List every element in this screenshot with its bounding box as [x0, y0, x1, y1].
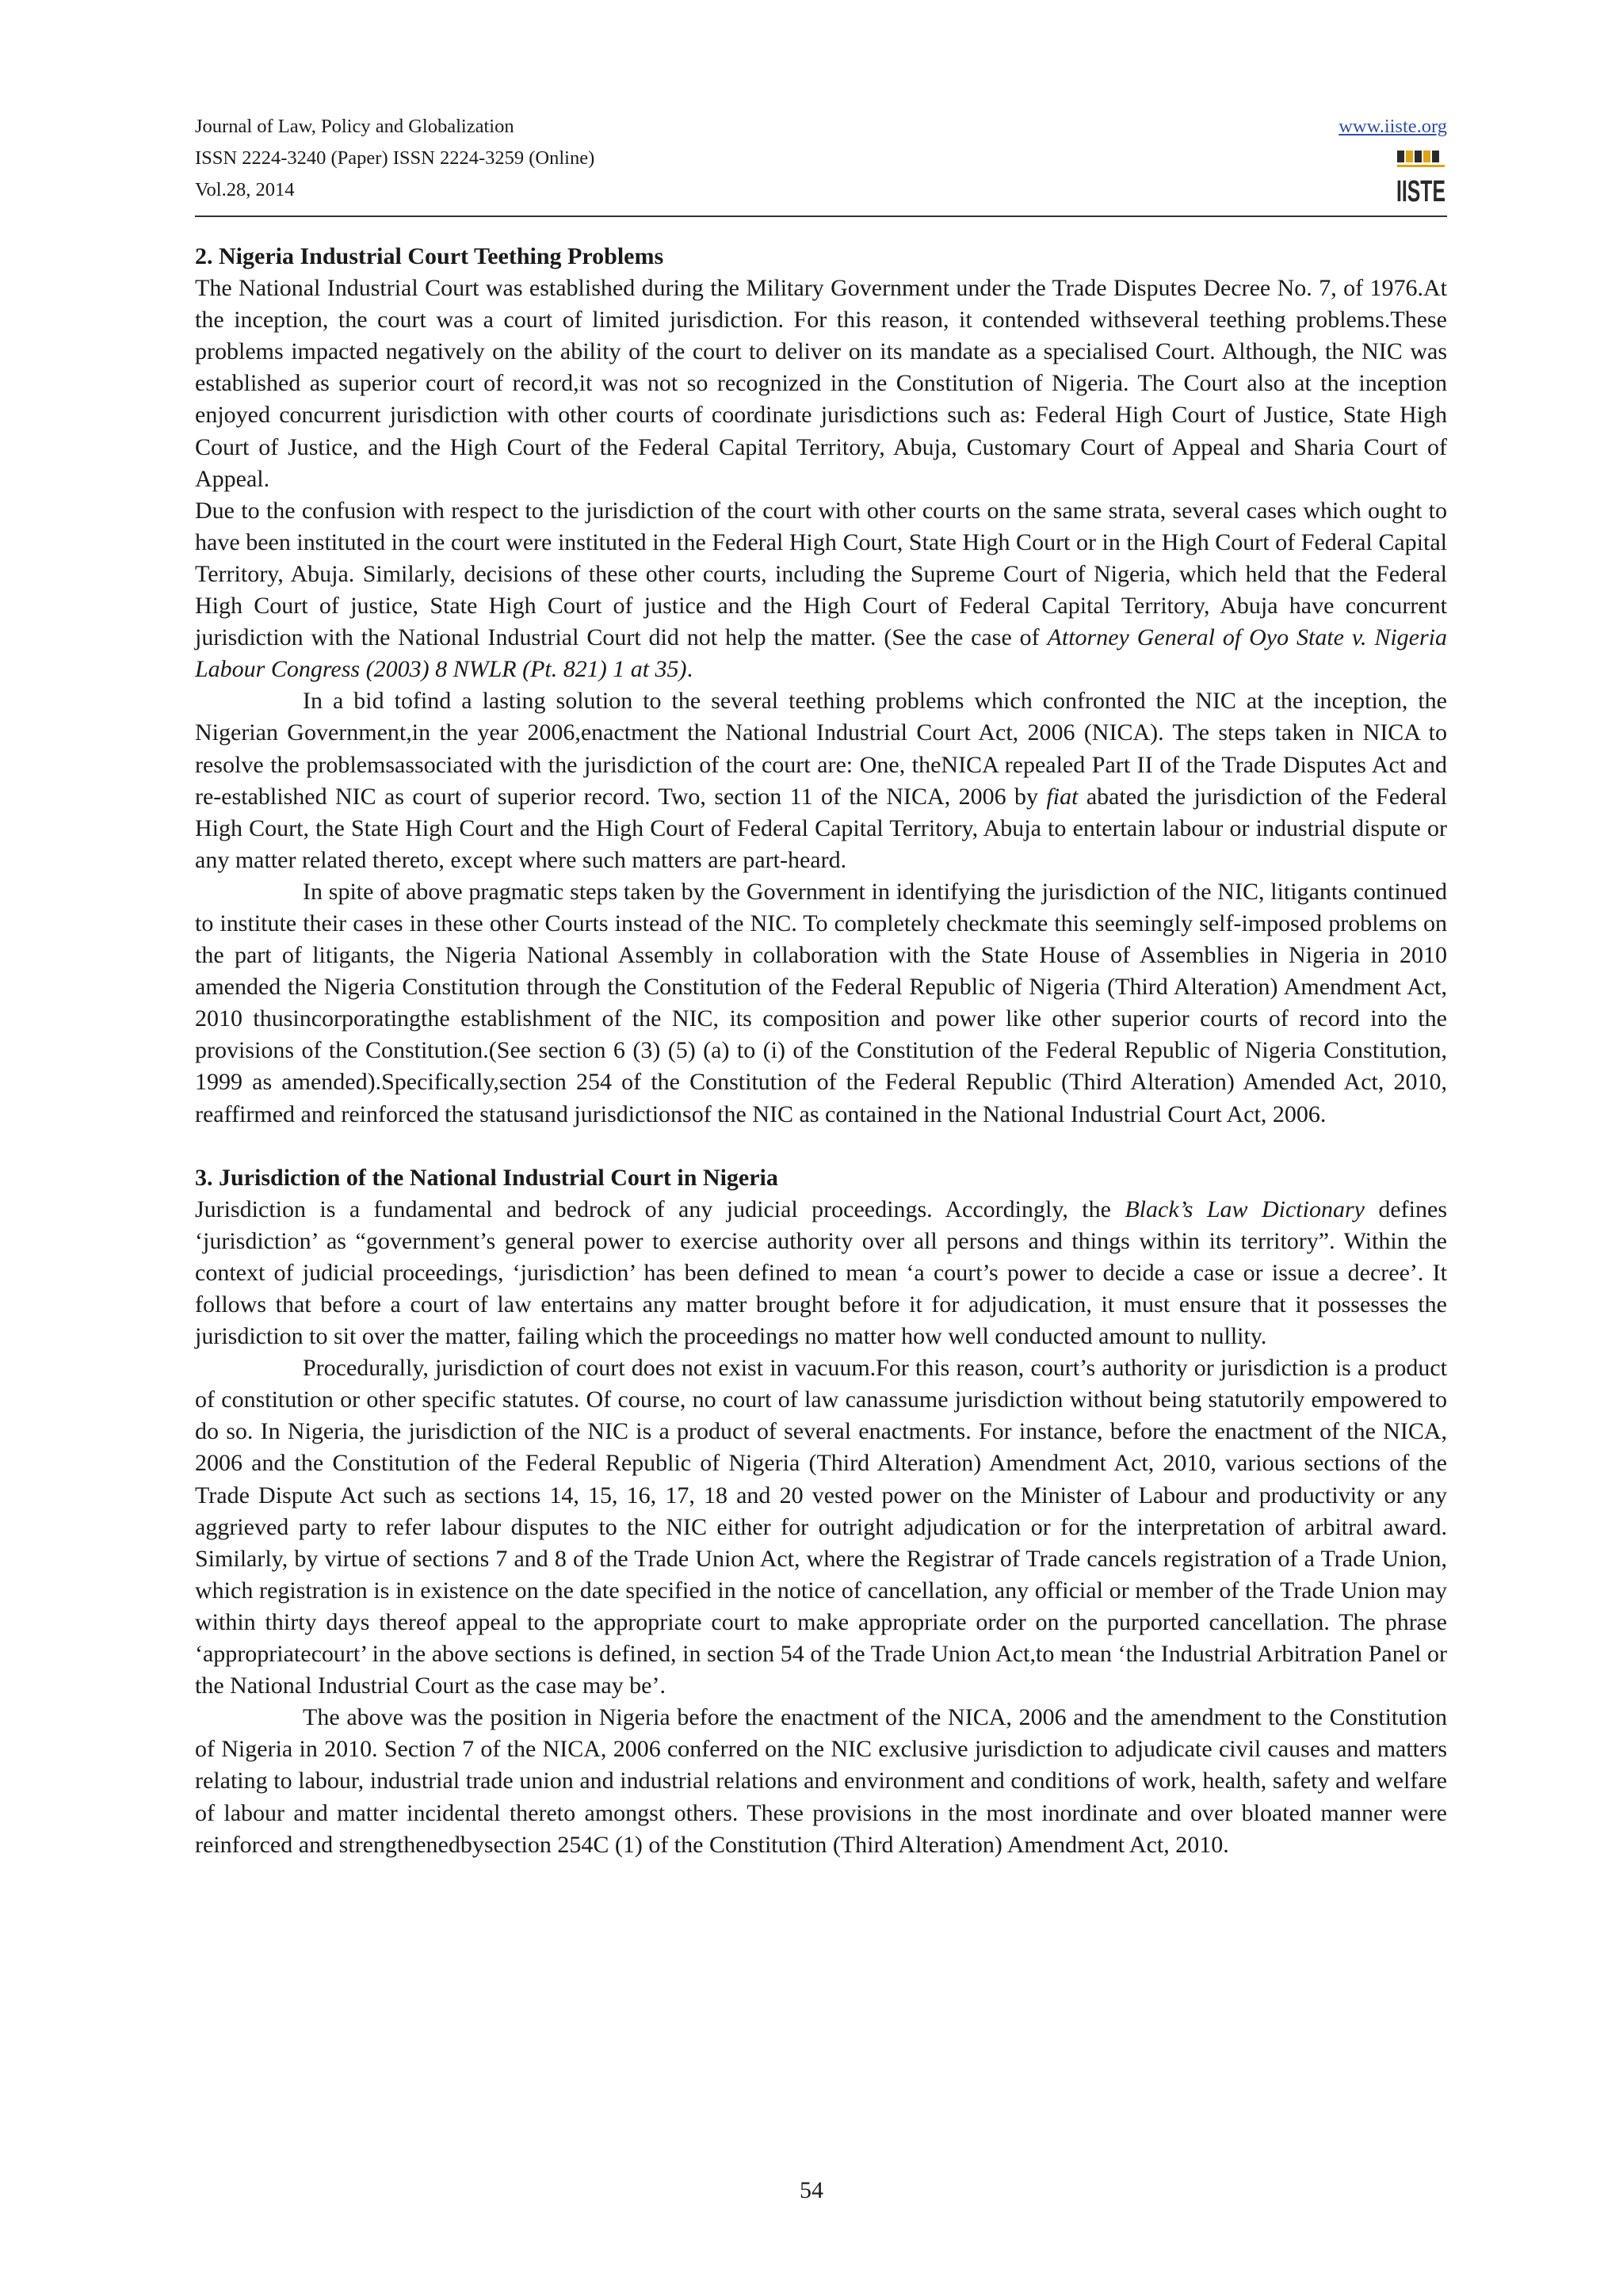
- section-2-paragraph-4: In spite of above pragmatic steps taken by the Government in identifying the jurisdiction of the NIC, litigants continued to institute their cases in these other Courts instead of the NIC. To completely checkmate this seemingly self-imposed problems on the part of litigants, the Nigeria National Assembly in collaboration with the State House of Assemblies in Nigeria in 2010 amended the Nigeria Constitution through the Constitution of the Federal Republic of Nigeria (Third Alteration) Amendment Act, 2010 thusincorporatingthe establishment of the NIC, its composition and power like other superior courts of record into the provisions of the Constitution.(See section 6 (3) (5) (a) to (i) of the Constitution of the Federal Republic of Nigeria Constitution, 1999 as amended).Specifically,section 254 of the Constitution of the Federal Republic (Third Alteration) Amended Act, 2010, reaffirmed and reinforced the statusand jurisdictionsof the NIC as contained in the National Industrial Court Act, 2006.: [195, 878, 1447, 1127]
- book-title: Black’s Law Dictionary: [1125, 1196, 1365, 1222]
- iiste-logo: [1395, 149, 1447, 206]
- latin-term: fiat: [1046, 783, 1079, 810]
- case-citation: Attorney General of Oyo State v. Nigeria Labour Congress (2003) 8 NWLR (Pt. 821) 1 at 35): [195, 624, 1448, 683]
- page-header: [195, 111, 1447, 211]
- svg-text:IISTE: IISTE: [1396, 175, 1445, 208]
- journal-url-link[interactable]: www.iiste.org: [1338, 116, 1447, 137]
- section-3-paragraph-2: Procedurally, jurisdiction of court does not exist in vacuum.For this reason, court’s authority or jurisdiction is a product of constitution or other specific statutes. Of course, no court of law canassume jurisdiction without being statutorily empowered to do so. In Nigeria, the jurisdiction of the NIC is a product of several enactments. For instance, before the enactment of the NICA, 2006 and the Constitution of the Federal Republic of Nigeria (Third Alteration) Amendment Act, 2010, various sections of the Trade Dispute Act such as sections 14, 15, 16, 17, 18 and 20 vested power on the Minister of Labour and productivity or any aggrieved party to refer labour disputes to the NIC either for outright adjudication or for the interpretation of arbitral award. Similarly, by virtue of sections 7 and 8 of the Trade Union Act, where the Registrar of Trade cancels registration of a Trade Union, which registration is in existence on the date specified in the notice of cancellation, any official or member of the Trade Union may within thirty days thereof appeal to the appropriate court to make appropriate order on the purported cancellation. The phrase ‘appropriatecourt’ in the above sections is defined, in section 54 of the Trade Union Act,to mean ‘the Industrial Arbitration Panel or the National Industrial Court as the case may be’.: [195, 1355, 1447, 1699]
- section-3-paragraph-1: [195, 1194, 1447, 1352]
- header-rule: [195, 215, 1447, 217]
- section-3-heading: 3. Jurisdiction of the National Industrial Court in Nigeria: [195, 1164, 778, 1191]
- article-body: [195, 241, 1447, 1861]
- paragraph-text: Due to the confusion with respect to the jurisdiction of the court with other courts on the same strata, several cases which ought to have been instituted in the court were instituted in the Federal High Court, State High Court or in the High Court of Federal Capital Territory, Abuja. Similarly, decisions of these other courts, including the Supreme Court of Nigeria, which held that the Federal High Court of justice, State High Court of justice and the High Court of Federal Capital Territory, Abuja have concurrent jurisdiction with the National Industrial Court did not help the matter. (See the case of: [195, 497, 1447, 651]
- section-gap: [195, 1131, 1447, 1162]
- paragraph-text: .: [686, 656, 693, 683]
- issn-line: ISSN 2224-3240 (Paper) ISSN 2224-3259 (Online): [195, 147, 595, 169]
- section-2-paragraph-1: The National Industrial Court was established during the Military Government under the Trade Disputes Decree No. 7, of 1976.At the inception, the court was a court of limited jurisdiction. For this reason, it contended withseveral teething problems.These problems impacted negatively on the ability of the court to deliver on its mandate as a specialised Court. Although, the NIC was established as superior court of record,it was not so recognized in the Constitution of Nigeria. The Court also at the inception enjoyed concurrent jurisdiction with other courts of coordinate jurisdictions such as: Federal High Court of Justice, State High Court of Justice, and the High Court of the Federal Capital Territory, Abuja, Customary Court of Appeal and Sharia Court of Appeal.: [195, 275, 1447, 492]
- journal-title: Journal of Law, Policy and Globalization: [195, 116, 514, 137]
- volume-line: Vol.28, 2014: [195, 179, 295, 200]
- paragraph-text: abated the jurisdiction of the Federal High Court, the State High Court and the High Court of Federal Capital Territory, Abuja to entertain labour or industrial dispute or any matter related thereto, except where such matters are part-heard.: [195, 783, 1447, 873]
- paragraph-text: In a bid tofind a lasting solution to the several teething problems which confronted the NIC at the inception, the Nigerian Government,in the year 2006,enactment the National Industrial Court Act, 2006 (NICA). The steps taken in NICA to resolve the problemsassociated with the jurisdiction of the court are: One, theNICA repealed Part II of the Trade Disputes Act and re-established NIC as court of superior record. Two, section 11 of the NICA, 2006 by: [195, 688, 1447, 810]
- section-2-heading: 2. Nigeria Industrial Court Teething Problems: [195, 243, 664, 269]
- paragraph-text: defines ‘jurisdiction’ as “government’s general power to exercise authority over all persons and things within its territory”. Within the context of judicial proceedings, ‘jurisdiction’ has been defined to mean ‘a court’s power to decide a case or issue a decree’. It follows that before a court of law entertains any matter brought before it for adjudication, it must ensure that it possesses the jurisdiction to sit over the matter, failing which the proceedings no matter how well conducted amount to nullity.: [195, 1196, 1447, 1350]
- section-3-paragraph-3: The above was the position in Nigeria before the enactment of the NICA, 2006 and the amendment to the Constitution of Nigeria in 2010. Section 7 of the NICA, 2006 conferred on the NIC exclusive jurisdiction to adjudicate civil causes and matters relating to labour, industrial trade union and industrial relations and environment and conditions of work, health, safety and welfare of labour and matter incidental thereto amongst others. These provisions in the most inordinate and over bloated manner were reinforced and strengthenedbysection 254C (1) of the Constitution (Third Alteration) Amendment Act, 2010.: [195, 1704, 1447, 1858]
- section-2-paragraph-2: [195, 495, 1447, 686]
- page-number: 54: [800, 2177, 823, 2203]
- paragraph-text: Jurisdiction is a fundamental and bedrock of any judicial proceedings. Accordingly, the: [195, 1196, 1125, 1222]
- section-2-paragraph-3: [195, 685, 1447, 876]
